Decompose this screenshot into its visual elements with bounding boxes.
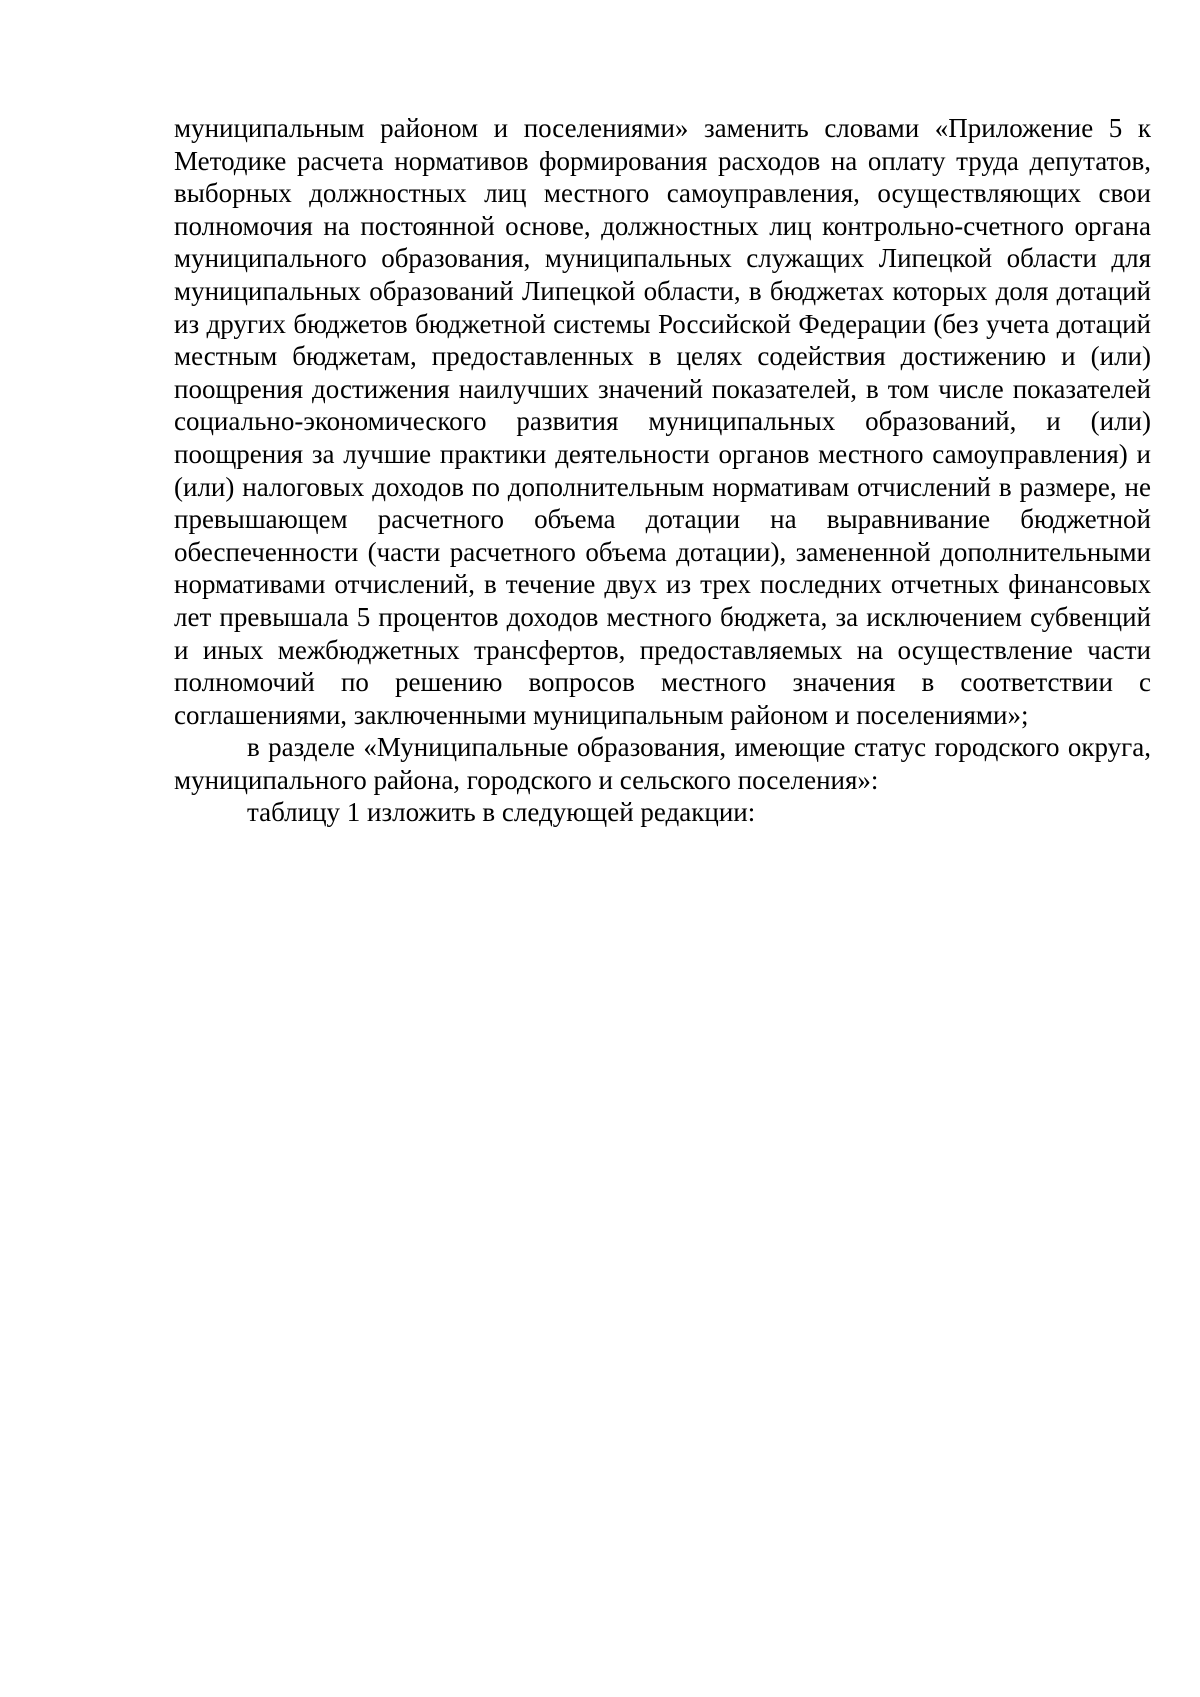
paragraph-table-instruction: таблицу 1 изложить в следующей редакции: — [247, 797, 756, 828]
document-body — [174, 112, 1151, 829]
paragraph-section-reference: в разделе «Муниципальные образования, имеющие статус городского округа, муниципального района, городского и сельского поселения»: — [174, 732, 1151, 795]
paragraph-amendment-text: муниципальным районом и поселениями» заменить словами «Приложение 5 к Методике расчета нормативов формирования расходов на оплату труда депутатов, выборных должностных лиц местного самоуправления, осуществляющих свои полномочия на постоянной основе, должностных лиц контрольно-счетного органа муниципального образования, муниципальных служащих Липецкой области для муниципальных образований Липецкой области, в бюджетах которых доля дотаций из других бюджетов бюджетной системы Российской Федерации (без учета дотаций местным бюджетам, предоставленных в целях содействия достижению и (или) поощрения достижения наилучших значений показателей, в том числе показателей социально-экономического развития муниципальных образований, и (или) поощрения за лучшие практики деятельности органов местного самоуправления) и (или) налоговых доходов по дополнительным нормативам отчислений в размере, не превышающем расчетного объема дотации на выравнивание бюджетной обеспеченности (части расчетного объема дотации), замененной дополнительными нормативами отчислений, в течение двух из трех последних отчетных финансовых лет превышала 5 процентов доходов местного бюджета, за исключением субвенций и иных межбюджетных трансфертов, предоставляемых на осуществление части полномочий по решению вопросов местного значения в соответствии с соглашениями, заключенными муниципальным районом и поселениями»; — [174, 113, 1151, 730]
